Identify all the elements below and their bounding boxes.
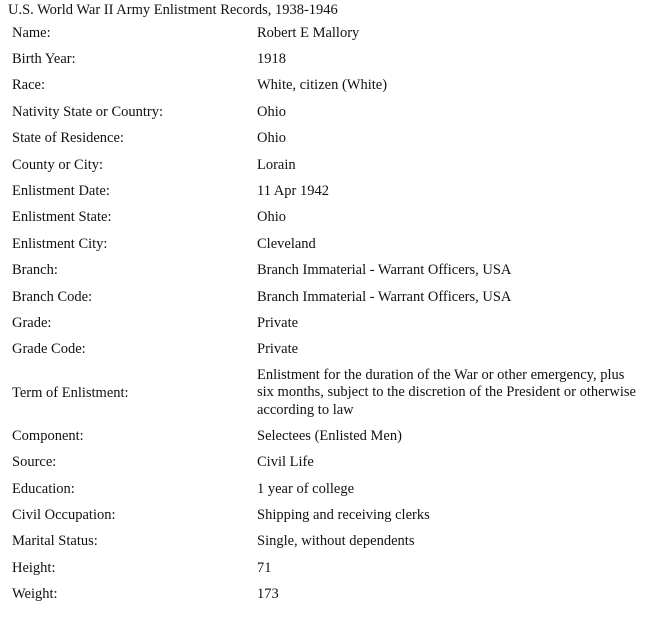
record-row-name: [12, 20, 642, 46]
record-row-branch-code: [12, 284, 642, 310]
record-row-branch: [12, 258, 642, 284]
field-label: Education:: [12, 480, 75, 497]
field-label: County or City:: [12, 156, 104, 173]
record-row-height: [12, 555, 642, 581]
field-value: 71: [257, 559, 272, 576]
record-row-state-of-residence: [12, 126, 642, 152]
field-label: Nativity State or Country:: [12, 103, 164, 120]
field-label: Grade:: [12, 314, 52, 331]
record-row-enlistment-city: [12, 231, 642, 257]
field-value: Shipping and receiving clerks: [257, 506, 430, 523]
field-label: Branch Code:: [12, 288, 93, 305]
field-value: Lorain: [257, 156, 296, 173]
field-label: Civil Occupation:: [12, 506, 116, 523]
field-label: Weight:: [12, 586, 58, 603]
field-label: Enlistment Date:: [12, 183, 110, 200]
field-value: Branch Immaterial - Warrant Officers, USA: [257, 262, 512, 279]
field-value: 11 Apr 1942: [257, 183, 329, 200]
record-row-grade: [12, 310, 642, 336]
record-row-term-of-enlistment: [12, 363, 642, 423]
record-row-race: [12, 73, 642, 99]
field-label: Source:: [12, 454, 57, 471]
field-label: Birth Year:: [12, 51, 76, 68]
field-value: Ohio: [257, 209, 286, 226]
record-row-nativity: [12, 99, 642, 125]
field-value: 1 year of college: [257, 480, 355, 497]
field-label: Enlistment City:: [12, 235, 108, 252]
field-value: 173: [257, 586, 279, 603]
record-row-birth-year: [12, 46, 642, 72]
field-value: Ohio: [257, 130, 286, 147]
record-row-weight: [12, 581, 642, 607]
field-label: Term of Enlistment:: [12, 384, 129, 401]
record-row-component: [12, 423, 642, 449]
field-value: Enlistment for the duration of the War or other emergency, plus six months, subject to the discretion of the President or otherwise according to law: [257, 366, 636, 418]
record-row-grade-code: [12, 337, 642, 363]
field-value: Robert E Mallory: [257, 24, 360, 41]
field-value: 1918: [257, 51, 286, 68]
field-value: Private: [257, 341, 299, 358]
field-label: State of Residence:: [12, 130, 124, 147]
record-row-civil-occupation: [12, 502, 642, 528]
field-label: Component:: [12, 427, 84, 444]
record-row-county-or-city: [12, 152, 642, 178]
field-value: White, citizen (White): [257, 77, 388, 94]
field-value: Ohio: [257, 103, 286, 120]
field-value: Branch Immaterial - Warrant Officers, USA: [257, 288, 512, 305]
document-title: U.S. World War II Army Enlistment Records, 1938-1946: [8, 2, 338, 18]
field-value: Single, without dependents: [257, 533, 415, 550]
field-value: Civil Life: [257, 454, 314, 471]
field-value: Cleveland: [257, 235, 316, 252]
record-row-enlistment-state: [12, 205, 642, 231]
record-row-marital-status: [12, 529, 642, 555]
field-label: Marital Status:: [12, 533, 98, 550]
field-label: Branch:: [12, 262, 58, 279]
field-value: Private: [257, 314, 299, 331]
enlistment-record-table: [12, 20, 642, 608]
field-label: Enlistment State:: [12, 209, 112, 226]
field-value: Selectees (Enlisted Men): [257, 427, 402, 444]
field-label: Name:: [12, 24, 51, 41]
record-row-source: [12, 449, 642, 475]
field-label: Race:: [12, 77, 46, 94]
field-label: Grade Code:: [12, 341, 86, 358]
record-row-enlistment-date: [12, 178, 642, 204]
field-label: Height:: [12, 559, 56, 576]
record-row-education: [12, 476, 642, 502]
